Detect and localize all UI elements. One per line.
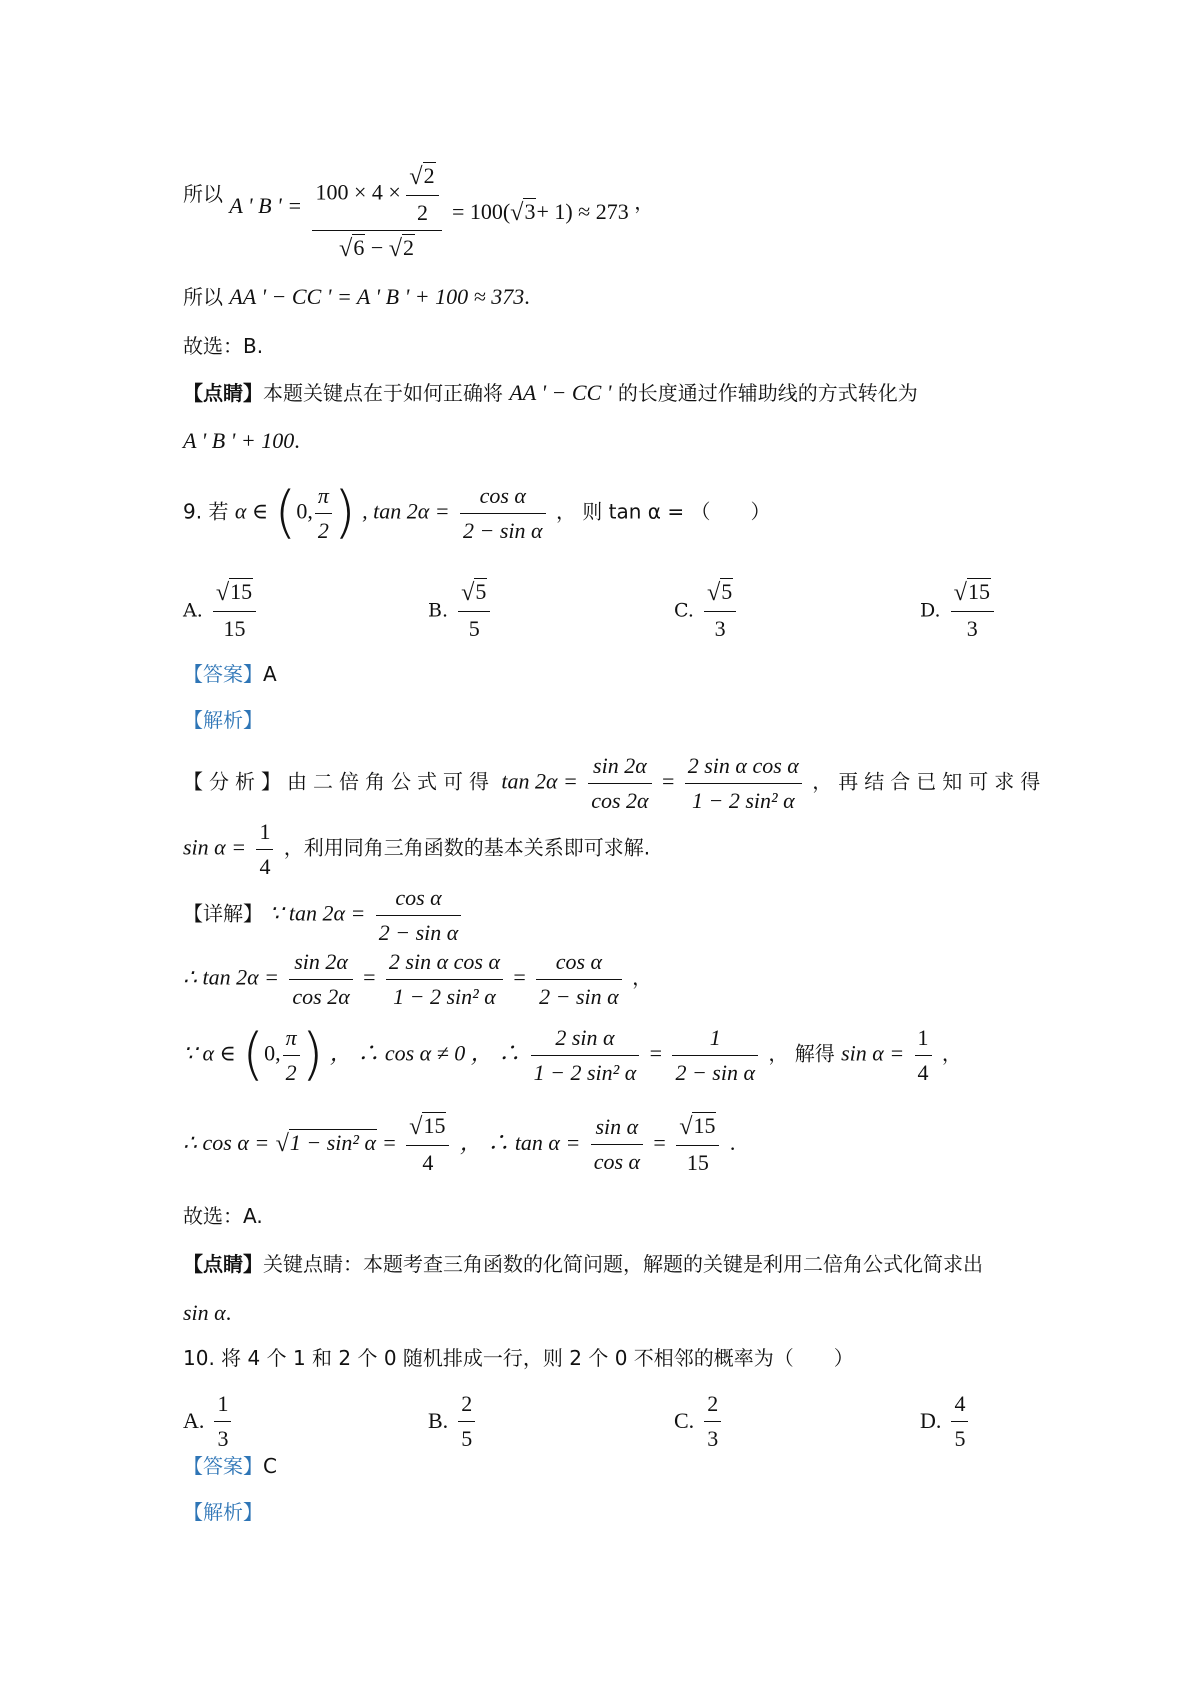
num-text: 100 × 4 × (315, 179, 401, 205)
detail-line-1: 【详解】 ∵ tan 2α = $\frac{\text{cos α}}{\text{2 − sin α}}$ (183, 884, 465, 946)
detail-line-3: ∵ α ∈ (0, $\frac{\pi}{2}$ ) ， ∴ cos α ≠ 0 ， ∴ $\frac{\text{2 sin α}}{\text{1 − 2 sin² α}}$ = $\frac{1}{\text{2 − sin α}}$ ， 解得 sin α = $\frac{1}{4}$ ， (183, 1022, 962, 1087)
line-aprimebprime: 所以 A ' B ' = 100 × 4 × $\frac{√2}{2}$ √6 − √2 = 100(√3+ 1) ≈ 273 ， (183, 162, 654, 264)
line-dianjing-2: A ' B ' + 100. (183, 428, 300, 453)
option-9a: A. $\frac{√15}{15}$ (183, 578, 260, 643)
option-9b: B. $\frac{√5}{5}$ (428, 578, 494, 643)
answer-10: 【答案】C (183, 1454, 277, 1478)
question-10: 10. 将 4 个 1 和 2 个 0 随机排成一行，则 2 个 0 不相邻的概率为（ ） (183, 1346, 854, 1370)
math-aa-cc: AA ' − CC ' = A ' B ' + 100 ≈ 373 (229, 284, 525, 309)
option-10a: A. $\frac{1}{3}$ (183, 1390, 235, 1452)
option-10b: B. $\frac{2}{5}$ (428, 1390, 479, 1452)
answer-9: 【答案】A (183, 662, 277, 686)
key-point-9-cont: sin α. (183, 1300, 232, 1325)
answer-select-b: 故选：B. (183, 334, 264, 358)
question-9: 9. 若 α ∈ (0, $\frac{\pi}{2}$ ) , tan 2α = $\frac{\text{cos α}}{\text{2 − sin α}}$ ， 则 tan α = （ ） (183, 480, 771, 545)
detail-line-2: ∴ tan 2α = $\frac{\sin 2\alpha}{\cos 2\alpha}$ = $\frac{\text{2 sin α cos α}}{\text{1 − 2 sin² α}}$ = $\frac{\text{cos α}}{\text{2 − sin α}}$ ， (183, 949, 653, 1009)
line-dianjing-1: 【点睛】本题关键点在于如何正确将 AA ' − CC ' 的长度通过作辅助线的方式转化为 (183, 380, 918, 405)
option-9c: C. $\frac{√5}{3}$ (674, 578, 740, 643)
line-aa-cc: 所以 AA ' − CC ' = A ' B ' + 100 ≈ 373. (183, 284, 530, 309)
fraction-ab: 100 × 4 × $\frac{√2}{2}$ √6 − √2 (312, 162, 441, 264)
option-10d: D. $\frac{4}{5}$ (920, 1390, 972, 1452)
answer-select-a: 故选：A. (183, 1204, 263, 1228)
analysis-9-heading: 【解析】 (183, 708, 263, 732)
option-10c: C. $\frac{2}{3}$ (674, 1390, 725, 1452)
analysis-10-heading: 【解析】 (183, 1500, 263, 1524)
math-rhs: = 100(√3+ 1) ≈ 273 (451, 198, 629, 226)
analysis-line-2: sin α = $\frac{1}{4}$ ，利用同角三角函数的基本关系即可求解. (183, 819, 651, 879)
detail-line-4: ∴ cos α = √1 − sin² α = $\frac{√15}{4}$ ， ∴ tan α = $\frac{\text{sin α}}{\text{cos α}}$ = $\frac{√15}{15}$ . (183, 1113, 736, 1176)
option-9d: D. $\frac{√15}{3}$ (920, 578, 998, 643)
math-lhs: A ' B ' = (229, 192, 303, 218)
key-point-9: 【点睛】关键点睛：本题考查三角函数的化简问题，解题的关键是利用二倍角公式化简求出 (183, 1252, 983, 1276)
text-suoyi: 所以 (183, 181, 223, 206)
analysis-line: 【分析】由二倍角公式可得 tan 2α = $\frac{\sin 2\alpha}{\cos 2\alpha}$ = $\frac{\text{2 sin α cos α}}{\text{1 − 2 sin² α}}$ ，再结合已知可求得 (183, 753, 1047, 813)
